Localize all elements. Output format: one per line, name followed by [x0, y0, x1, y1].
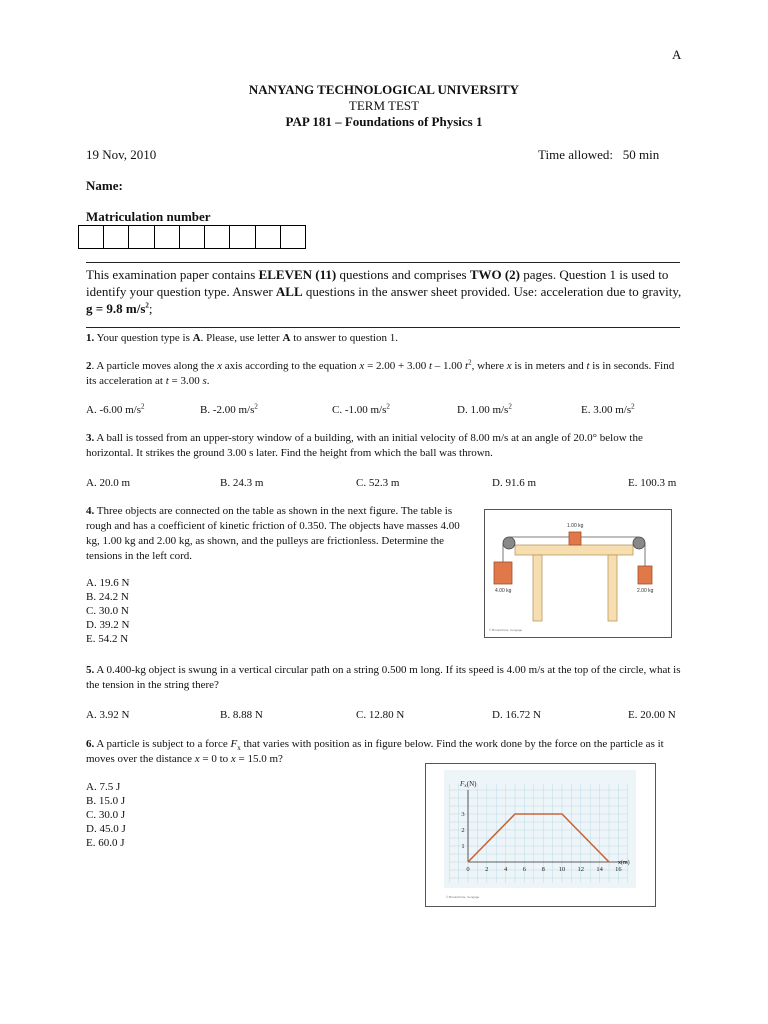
label-1kg: 1.00 kg [567, 523, 584, 529]
question-3: 3. A ball is tossed from an upper-story window of a building, with an initial velocity of 8.00 m/s at an angle of 20.0° below the horizontal. It strikes the ground 3.00 s later. Find the height from which the ball was thrown. [86, 432, 643, 459]
table-leg-left [533, 555, 542, 621]
matric-box[interactable] [205, 226, 230, 248]
q5-option-a: A. 3.92 N [86, 709, 130, 721]
matric-box[interactable] [281, 226, 305, 248]
university-title: NANYANG TECHNOLOGICAL UNIVERSITY [248, 82, 520, 97]
x-tick-label: 16 [615, 866, 622, 873]
x-tick-label: 6 [522, 866, 527, 873]
force-position-chart [426, 764, 655, 906]
q6-option-a: A. 7.5 J [86, 781, 121, 793]
q3-option-a: A. 20.0 m [86, 477, 130, 489]
y-tick-label: 2 [461, 827, 465, 834]
q4-option-b: B. 24.2 N [86, 591, 129, 603]
q2-option-e: E. 3.00 $m/s^2$ [581, 402, 635, 416]
q4-option-d: D. 39.2 N [86, 619, 130, 631]
test-type: TERM TEST [348, 98, 420, 113]
q4-option-a: A. 19.6 N [86, 577, 130, 589]
instructions: This examination paper contains ELEVEN (11) questions and comprises TWO (2) pages. Question 1 is used to identify your question type. Answer ALL questions in the answer sheet provided. Use: acceleration due to gravity, g = 9.8 $m/s^2$; [86, 267, 682, 316]
figure-credit: © Brooks/Cole, Cengage [489, 628, 523, 632]
table-leg-right [608, 555, 617, 621]
x-tick-label: 10 [558, 866, 566, 873]
y-tick-label: 3 [461, 811, 465, 818]
pulley-table-figure [484, 509, 672, 638]
q6-option-b: B. 15.0 J [86, 795, 126, 807]
divider [86, 262, 680, 263]
question-1: 1. Your question type is A. Please, use letter A to answer to question 1. [86, 332, 398, 344]
pulley-right [633, 537, 645, 549]
question-2: 2. A particle moves along the x axis according to the equation x = 2.00 + 3.00 t – 1.00 $t^2$, where x is in meters and t is in seconds. Find its acceleration at t = 3.00 s. [86, 358, 675, 387]
matric-box[interactable] [180, 226, 205, 248]
x-tick-label: 8 [541, 866, 545, 873]
q5-option-d: D. 16.72 N [492, 709, 541, 721]
y-axis-label: Fx(N) [460, 780, 477, 789]
q6-option-c: C. 30.0 J [86, 809, 126, 821]
q5-option-c: C. 12.80 N [356, 709, 405, 721]
q3-option-e: E. 100.3 m [628, 477, 677, 489]
q3-option-c: C. 52.3 m [356, 477, 400, 489]
q6-option-d: D. 45.0 J [86, 823, 126, 835]
pulley-diagram [485, 510, 671, 637]
table-top [515, 545, 633, 555]
matric-box[interactable] [129, 226, 154, 248]
q2-option-a: A. -6.00 $m/s^2$ [86, 402, 145, 416]
x-tick-label: 12 [577, 866, 585, 873]
x-tick-label: 14 [596, 866, 603, 873]
question-5: 5. A 0.400-kg object is swung in a vertical circular path on a string 0.500 m long. If its speed is 4.00 m/s at the top of the circle, what is the tension in the string there? [86, 664, 681, 691]
q3-option-b: B. 24.3 m [220, 477, 264, 489]
divider [86, 327, 680, 328]
q2-option-d: D. 1.00 $m/s^2$ [457, 402, 512, 416]
course-title: PAP 181 – Foundations of Physics 1 [285, 114, 483, 129]
x-tick-label: 2 [485, 866, 489, 873]
q6-option-e: E. 60.0 J [86, 837, 125, 849]
matric-box[interactable] [79, 226, 104, 248]
block-4kg [494, 562, 512, 584]
q2-option-b: B. -2.00 $m/s^2$ [200, 402, 258, 416]
version-letter: A [672, 47, 682, 62]
force-graph-figure [425, 763, 656, 907]
q4-option-e: E. 54.2 N [86, 633, 129, 645]
question-4: 4. Three objects are connected on the table as shown in the next figure. The table is rough and has a coefficient of kinetic friction of 0.350. The objects have masses 4.00 kg, 1.00 kg and 2.00 kg, as shown, and the pulleys are frictionless. Determine the tensions in the left cord. [86, 505, 460, 562]
label-2kg: 2.00 kg [637, 588, 654, 594]
graph-credit: © Brooks/Cole, Cengage [446, 895, 480, 899]
pulley-left [503, 537, 515, 549]
q4-option-c: C. 30.0 N [86, 605, 129, 617]
block-1kg [569, 532, 581, 545]
matric-box[interactable] [256, 226, 281, 248]
matric-box[interactable] [104, 226, 129, 248]
q5-option-e: E. 20.00 N [628, 709, 676, 721]
matric-box[interactable] [230, 226, 255, 248]
q2-option-c: C. -1.00 $m/s^2$ [332, 402, 390, 416]
time-allowed: Time allowed: 50 min [538, 147, 660, 162]
matric-box[interactable] [155, 226, 180, 248]
x-tick-label: 0 [466, 866, 470, 873]
x-tick-label: 4 [503, 866, 508, 873]
block-2kg [638, 566, 652, 584]
exam-date: 19 Nov, 2010 [86, 147, 157, 162]
q5-option-b: B. 8.88 N [220, 709, 263, 721]
matric-label: Matriculation number [86, 209, 211, 224]
x-axis-label: x(m) [618, 860, 630, 866]
question-6: 6. A particle is subject to a force $F_x$ that varies with position as in figure below. Find the work done by the force on the particle as it moves over the distance x = 0 to x = 15.0 m? [86, 738, 664, 765]
label-4kg: 4.00 kg [495, 588, 512, 594]
q3-option-d: D. 91.6 m [492, 477, 536, 489]
name-label: Name: [86, 178, 123, 193]
matric-number-boxes[interactable] [78, 225, 306, 249]
y-tick-label: 1 [461, 843, 465, 850]
